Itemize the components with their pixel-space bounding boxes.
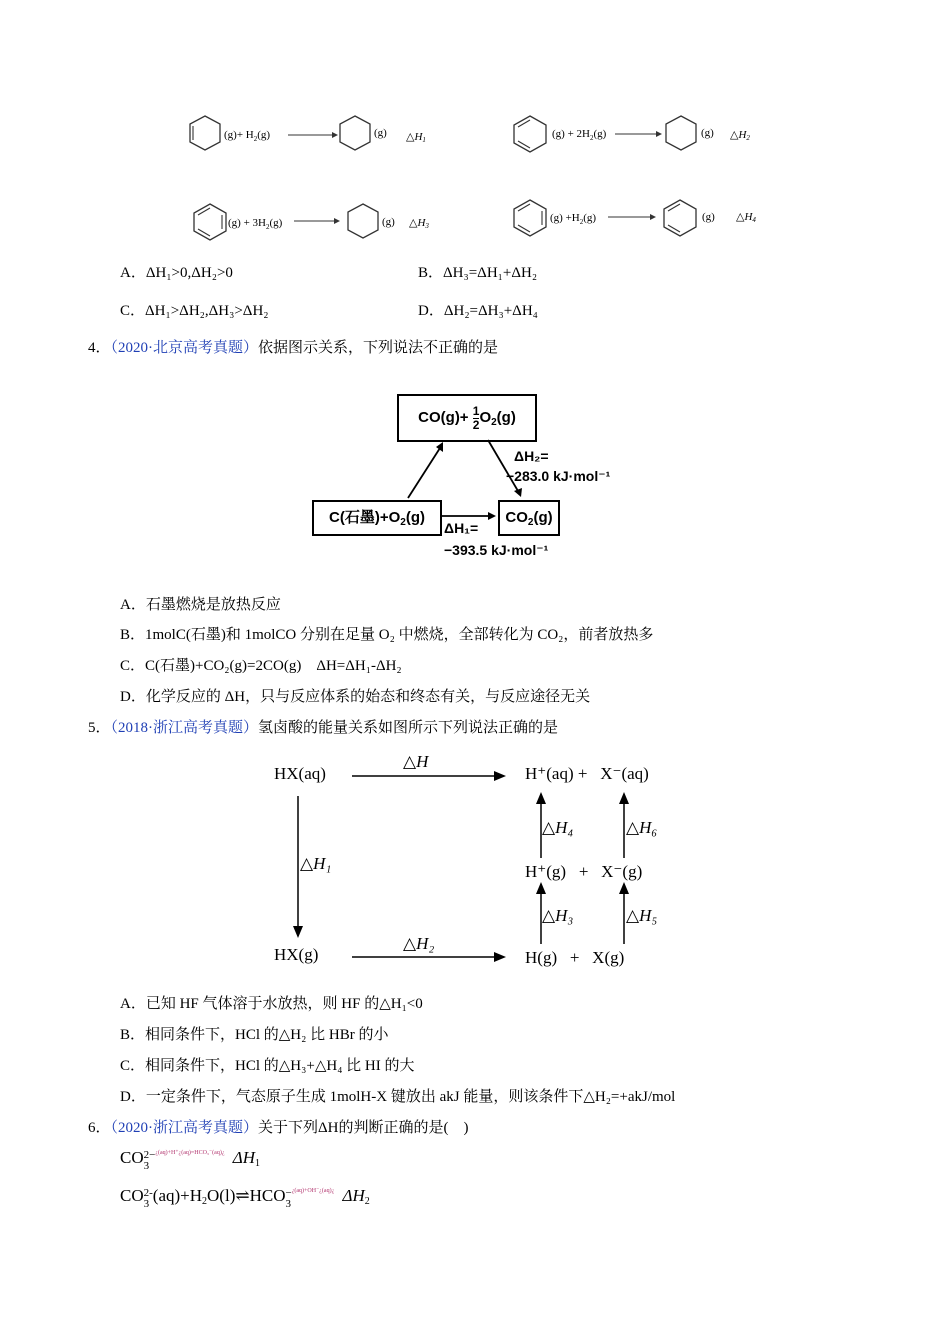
reaction-1-text: $(g)+ H_2(g)$ [224, 129, 271, 143]
q4-left-box: C(石墨)$+O_2(g)$ [312, 500, 442, 536]
reaction-4 [514, 200, 756, 236]
q5-ions-g: H⁺(g) + X⁻(g) [525, 862, 643, 881]
q5-dh3: △H₃ [542, 906, 574, 925]
q5-source: （2018·浙江高考真题） [110, 720, 259, 736]
reaction-3-dh: △H3 [409, 217, 429, 230]
q5-option-c: C．相同条件下，HCl 的△H₃+△H₄ 比 HI 的大 [120, 1058, 415, 1074]
q4-option-b: B．1molC(石墨)和 1molCO 分别在足量 O₂ 中燃烧，全部转化为 CO₂，前者放热多 [120, 627, 654, 643]
q5-dh: △H [403, 752, 429, 771]
reaction-3-text: $(g) + 3H_2(g)$ [228, 217, 283, 231]
q3-option-a: A．ΔH₁>0,ΔH₂>0 [120, 265, 233, 281]
q4-right-box: $CO_2(g)$ [498, 500, 560, 536]
q5-ions-aq: H⁺(aq) + X⁻(aq) [525, 764, 649, 783]
q5-dh6: △H₆ [626, 818, 658, 837]
q6-equation-2: CO 2- 3 $(aq)+H_2O(l)\rightleftharpoons HCO$ − 3 $^{¿(aq)+OH^-¿(aq)¿}$ $\Delta H_2$ [120, 1186, 370, 1210]
q5-dh4: △H₄ [542, 818, 574, 837]
q3-option-d: D．ΔH₂=ΔH₃+ΔH₄ [418, 303, 538, 319]
q5-hx-g: HX(g) [274, 945, 319, 964]
benzene-ring [514, 200, 546, 236]
reaction-3 [194, 204, 429, 240]
q6-stem: 6．（2020·浙江高考真题）关于下列ΔH的判断正确的是( ) [88, 1120, 469, 1136]
reaction-2-text: $(g) + 2H_2(g)$ [552, 128, 607, 142]
q5-stem: 5．（2018·浙江高考真题）氢卤酸的能量关系如图所示下列说法正确的是 [88, 720, 559, 736]
q4-diagram [300, 390, 650, 570]
q4-dh1-value: −393.5 kJ·mol⁻¹ [444, 542, 549, 558]
q4-dh2-value: −283.0 kJ·mol⁻¹ [506, 468, 611, 484]
q3-reaction-schemes [180, 108, 780, 248]
cyclohexadiene-ring [664, 200, 696, 236]
q5-dh5: △H₅ [626, 906, 658, 925]
reaction-2-product-state: (g) [701, 127, 714, 139]
cyclohexadiene-ring [514, 116, 546, 152]
benzene-ring [194, 204, 226, 240]
reaction-4-product-state: (g) [702, 211, 715, 223]
q4-option-d: D．化学反应的 ΔH，只与反应体系的始态和终态有关，与反应途径无关 [120, 689, 591, 705]
q5-dh1: △H₁ [300, 854, 332, 873]
q3-option-b: B．ΔH₃=ΔH₁+ΔH₂ [418, 265, 538, 281]
cyclohexane-ring [666, 116, 696, 150]
q5-option-b: B．相同条件下，HCl 的△H₂ 比 HBr 的小 [120, 1027, 389, 1043]
reaction-2-dh: △H2 [730, 129, 750, 142]
cyclohexane-ring [348, 204, 378, 238]
q4-dh1-label: ΔH₁= [444, 520, 479, 536]
q4-option-a: A．石墨燃烧是放热反应 [120, 597, 281, 613]
q4-dh2-label: ΔH₂= [514, 448, 549, 464]
q5-atoms-g: H(g) + X(g) [525, 948, 625, 967]
reaction-4-dh: △H4 [736, 211, 756, 224]
reaction-1 [190, 116, 426, 150]
reaction-4-text: $(g) +H_2(g)$ [550, 212, 597, 226]
q5-option-d: D．一定条件下，气态原子生成 1molH-X 键放出 akJ 能量，则该条件下△H₂=+akJ/mol [120, 1089, 676, 1105]
q4-stem: 4．（2020·北京高考真题）依据图示关系，下列说法不正确的是 [88, 340, 499, 356]
q4-source: （2020·北京高考真题） [110, 340, 259, 356]
q3-option-c: C．ΔH₁>ΔH₂,ΔH₃>ΔH₂ [120, 303, 269, 319]
reaction-2 [514, 116, 750, 152]
q5-hx-aq: HX(aq) [274, 764, 326, 783]
q5-option-a: A．已知 HF 气体溶于水放热，则 HF 的△H₁<0 [120, 996, 423, 1012]
q6-equation-1: CO 2− 3 $^{¿(aq)+H^+¿(aq)=HCO_3^-(aq)¿}$ $\Delta H_1$ [120, 1148, 261, 1172]
q5-dh2: △H₂ [403, 934, 435, 953]
cyclohexane-ring [340, 116, 370, 150]
q6-source: （2020·浙江高考真题） [110, 1120, 259, 1136]
reaction-1-product-state: (g) [374, 127, 387, 139]
q5-diagram [260, 752, 700, 977]
q4-fraction: $\frac{1}{2}$ [472, 403, 480, 432]
reaction-1-dh: △H1 [406, 131, 426, 144]
cyclohexene-ring [190, 116, 220, 150]
q4-top-box: CO(g)+ $\frac{1}{2}$ $O_2(g)$ [397, 394, 537, 442]
q4-option-c: C．C(石墨)+CO₂(g)=2CO(g) ΔH=ΔH₁-ΔH₂ [120, 658, 402, 674]
reaction-3-product-state: (g) [382, 216, 395, 228]
